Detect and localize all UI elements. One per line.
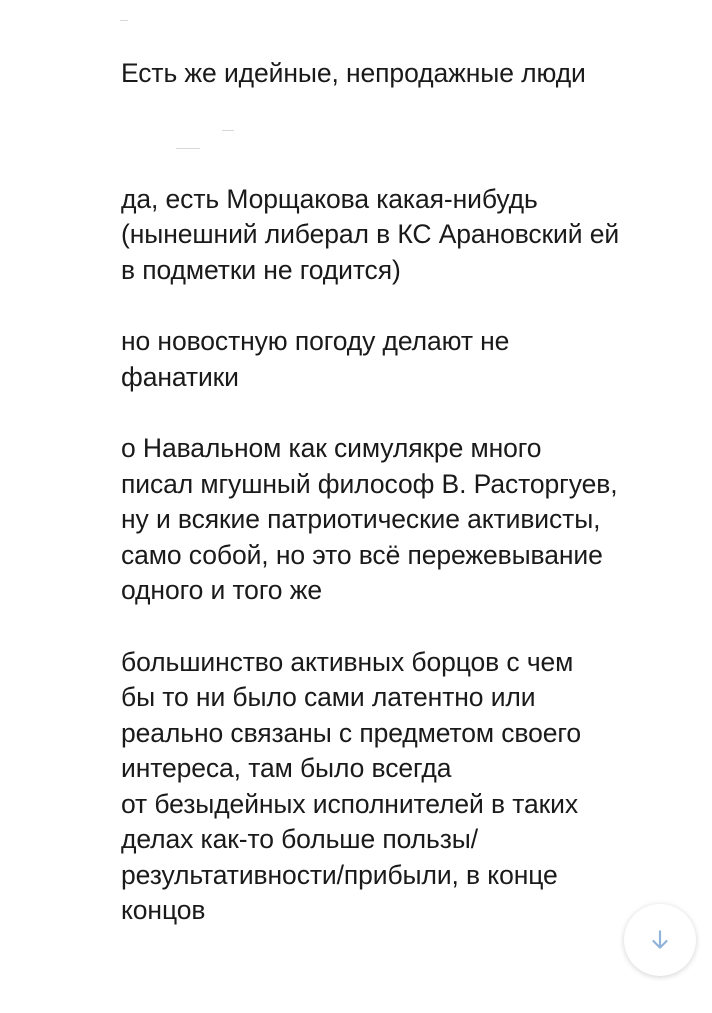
- paragraph: [121, 431, 696, 609]
- text-line: само собой, но это всё пережевывание: [121, 539, 603, 570]
- scroll-down-button[interactable]: [624, 904, 696, 976]
- text-line: о Навальном как симулякре много: [121, 433, 542, 463]
- text-line: от безыдейных исполнителей в таких: [121, 788, 578, 819]
- text-line: да, есть Морщакова какая-нибудь: [121, 183, 538, 214]
- text-line: бы то ни было сами латентно или: [121, 682, 536, 712]
- text-line: писал мгушный философ В. Расторгуев,: [121, 468, 618, 499]
- arrow-down-icon: [647, 927, 673, 953]
- message-text: [121, 56, 696, 929]
- text-line: результативности/прибыли, в конце: [121, 859, 558, 890]
- text-line: интереса, там было всегда: [121, 753, 452, 783]
- text-line: большинство активных борцов с чем: [121, 646, 574, 677]
- text-line: концов: [121, 895, 206, 925]
- paragraph: [121, 324, 696, 395]
- text-line: одного и того же: [121, 575, 322, 605]
- text-line: ну и всякие патриотические активисты,: [121, 504, 601, 534]
- text-line: но новостную погоду делают не: [121, 326, 510, 356]
- text-line: (нынешний либерал в КС Арановский ей: [121, 219, 620, 249]
- text-line: Есть же идейные, непродажные люди: [121, 58, 586, 88]
- paragraph: [121, 182, 696, 289]
- text-line: делах как-то больше пользы/: [121, 824, 479, 854]
- paragraph: [121, 56, 696, 92]
- text-line: реально связаны с предметом своего: [121, 717, 582, 748]
- text-line: фанатики: [121, 361, 239, 392]
- scan-artifact: [120, 20, 128, 21]
- paragraph: [121, 645, 696, 929]
- text-line: в подметки не годится): [121, 254, 401, 285]
